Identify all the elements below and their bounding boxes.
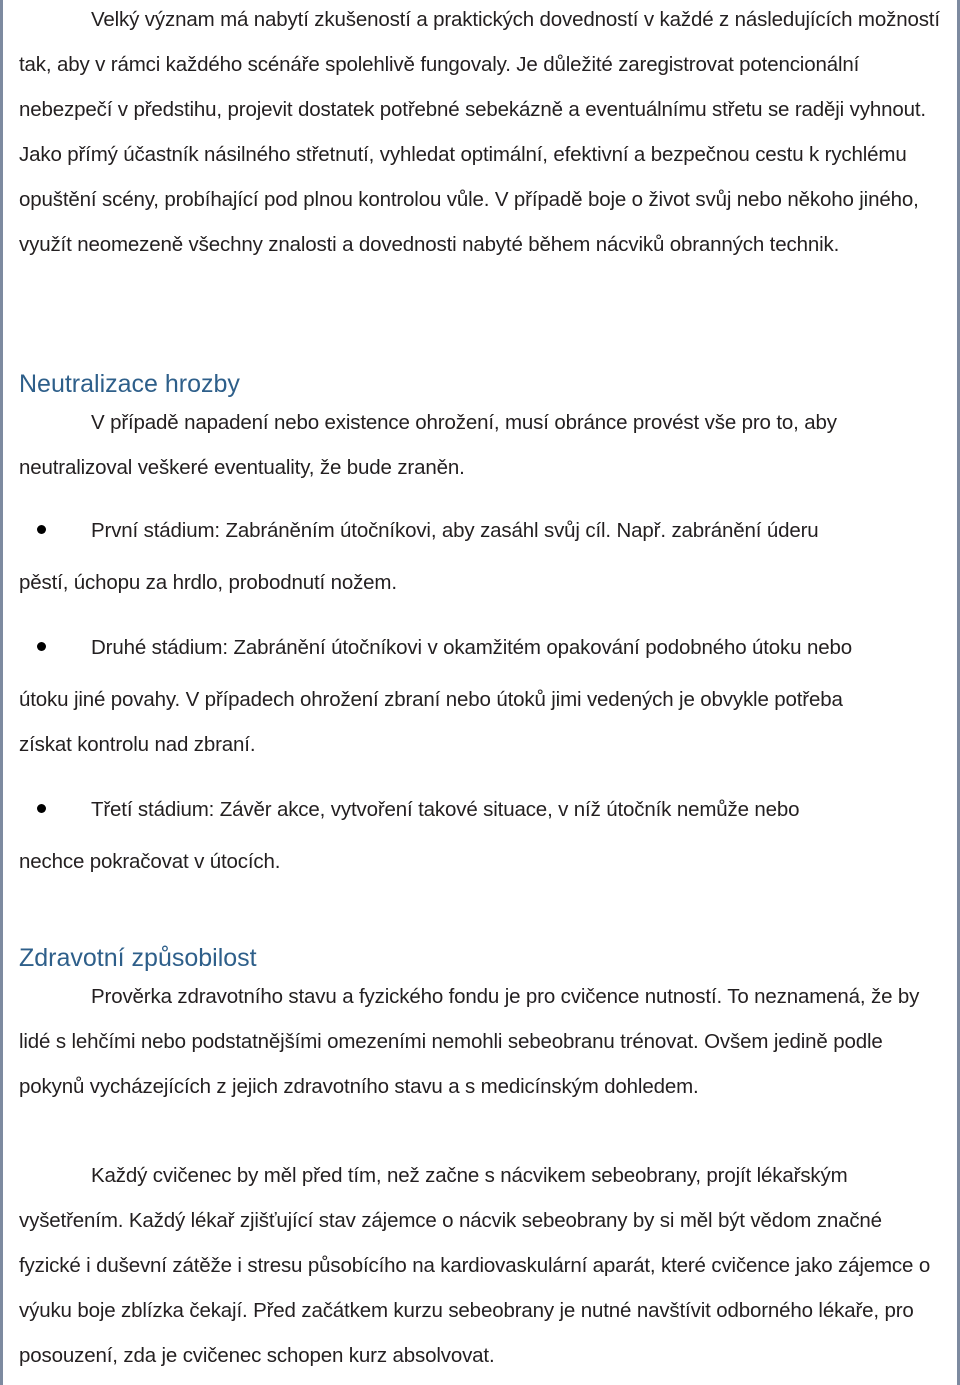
bullet-line: nechce pokračovat v útocích.: [19, 850, 281, 873]
bullet-icon: [37, 525, 46, 534]
list-item: [19, 784, 944, 888]
bullet-line: útoku jiné povahy. V případech ohrožení zbraní nebo útoků jimi vedených je obvykle potřeba: [19, 688, 843, 711]
bullet-line: Třetí stádium: Závěr akce, vytvoření takové situace, v níž útočník nemůže nebo: [91, 798, 800, 821]
zdravotni-paragraph-2: Každý cvičenec by měl před tím, než začne s nácvikem sebeobrany, projít lékařským vyšetřením. Každý lékař zjišťující stav zájemce o nácvik sebeobrany by si měl být vědom značné fyzické i duševní zátěže i stresu působícího na kardiovaskulární aparát, které cvičence jako zájemce o výuku boje zblízka čekají. Před začátkem kurzu sebeobrany je nutné navštívit odborného lékaře, pro posouzení, zda je cvičenec schopen kurz absolvovat.: [19, 1164, 931, 1367]
bullet-line: Druhé stádium: Zabránění útočníkovi v okamžitém opakování podobného útoku nebo: [91, 636, 852, 659]
bullet-line: získat kontrolu nad zbraní.: [19, 733, 256, 756]
bullet-line: První stádium: Zabráněním útočníkovi, aby zasáhl svůj cíl. Např. zabránění úderu: [91, 519, 819, 542]
list-item: [19, 622, 944, 767]
intro-paragraph: Velký význam má nabytí zkušeností a praktických dovedností v každé z následujících možností tak, aby v rámci každého scénáře spolehlivě fungovaly. Je důležité zaregistrovat potencionální nebezpečí v předstihu, projevit dostatek potřebné sebekázně a eventuálnímu střetu se raději vyhnout. Jako přímý účastník násilného střetnutí, vyhledat optimální, efektivní a bezpečnou cestu k rychlému opuštění scény, probíhající pod plnou kontrolou vůle. V případě boje o život svůj nebo někoho jiného, využít neomezeně všechny znalosti a dovednosti nabyté během nácviků obranných technik.: [19, 8, 940, 256]
heading-zdravotni-zpusobilost: Zdravotní způsobilost: [19, 944, 257, 972]
left-page-border: [0, 0, 3, 1385]
bullet-line: pěstí, úchopu za hrdlo, probodnutí nožem.: [19, 571, 397, 594]
zdravotni-paragraph-1: Prověrka zdravotního stavu a fyzického fondu je pro cvičence nutností. To neznamená, že by lidé s lehčími nebo podstatnějšími omezeními nemohli sebeobranu trénovat. Ovšem jedině podle pokynů vycházejících z jejich zdravotního stavu a s medicínským dohledem.: [19, 985, 920, 1098]
bullet-icon: [37, 804, 46, 813]
neutralizace-paragraph: V případě napadení nebo existence ohrožení, musí obránce provést vše pro to, aby neutralizoval veškeré eventuality, že bude zraněn.: [19, 411, 837, 479]
heading-neutralizace-hrozby: Neutralizace hrozby: [19, 370, 240, 398]
list-item: [19, 505, 944, 609]
bullet-icon: [37, 642, 46, 651]
